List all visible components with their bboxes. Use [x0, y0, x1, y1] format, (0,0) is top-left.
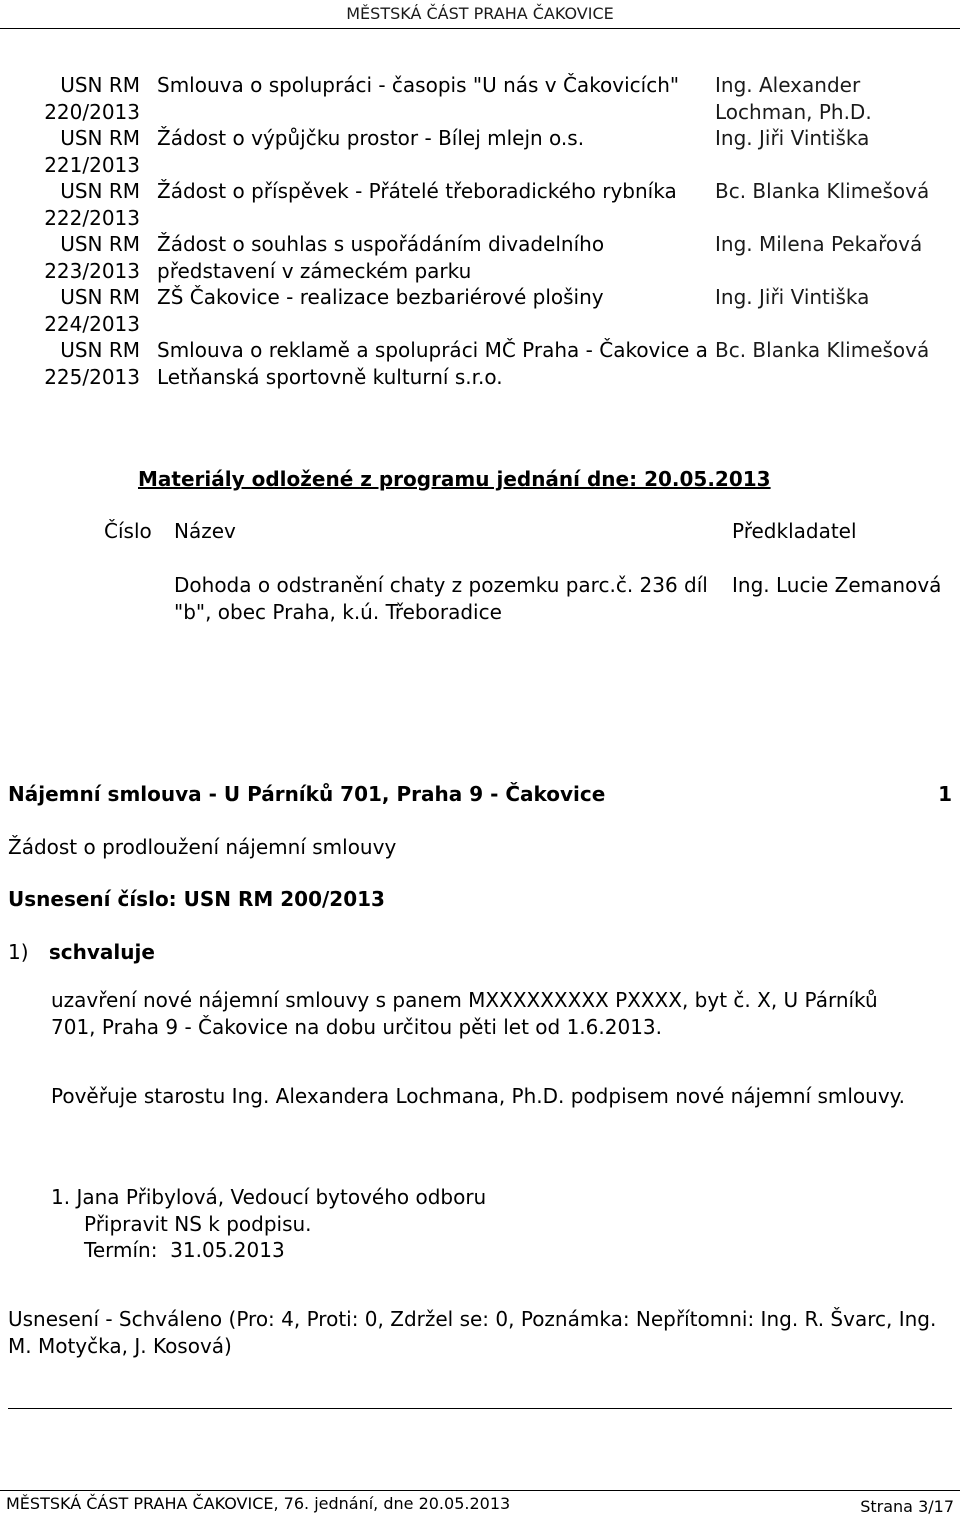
resolution-title: Smlouva o spolupráci - časopis "U nás v Čakovicích"	[157, 73, 680, 97]
deferred-item-presenter: Ing. Lucie Zemanová	[732, 573, 942, 597]
approve-index: 1)	[8, 940, 29, 964]
table-row	[0, 125, 960, 178]
resolution-title: Žádost o výpůjčku prostor - Bílej mlejn o.s.	[157, 126, 585, 150]
resolution-number: USN RM 221/2013	[44, 126, 140, 177]
resolution-number-heading: Usnesení číslo: USN RM 200/2013	[8, 887, 385, 911]
agenda-item-title	[8, 782, 952, 806]
resolution-title: ZŠ Čakovice - realizace bezbariérové plošiny	[157, 285, 604, 309]
column-header-presenter: Předkladatel	[732, 519, 857, 543]
resolutions-table	[0, 72, 960, 390]
deferred-item-title: Dohoda o odstranění chaty z pozemku parc.č. 236 díl "b", obec Praha, k.ú. Třeboradice	[174, 573, 708, 624]
table-row	[0, 178, 960, 231]
page-header	[0, 0, 960, 29]
page-footer	[0, 1490, 960, 1520]
resolution-number: USN RM 220/2013	[44, 73, 140, 124]
resolution-presenter: Bc. Blanka Klimešová	[715, 338, 930, 362]
task-deadline: Termín: 31.05.2013	[84, 1238, 285, 1262]
resolution-number: USN RM 224/2013	[44, 285, 140, 336]
task-assignee: 1. Jana Přibylová, Vedoucí bytového odboru	[51, 1185, 487, 1209]
resolution-title: Žádost o souhlas s uspořádáním divadelního představení v zámeckém parku	[157, 232, 605, 283]
footer-page-number: Strana 3/17	[860, 1497, 954, 1516]
task-description: Připravit NS k podpisu.	[84, 1211, 312, 1236]
table-row	[0, 72, 960, 125]
separator-line	[8, 1408, 952, 1409]
header-title: MĚSTSKÁ ČÁST PRAHA ČAKOVICE	[346, 4, 614, 23]
resolution-number: USN RM 223/2013	[44, 232, 140, 283]
resolution-presenter: Ing. Jiři Vintiška	[715, 126, 870, 150]
agenda-title-text: Nájemní smlouva - U Párníků 701, Praha 9 - Čakovice	[8, 782, 606, 806]
resolution-number: USN RM 222/2013	[44, 179, 140, 230]
resolution-number: USN RM 225/2013	[44, 338, 140, 389]
table-row	[0, 231, 960, 284]
table-row	[0, 337, 960, 390]
resolution-presenter: Ing. Jiři Vintiška	[715, 285, 870, 309]
approve-line	[8, 940, 155, 964]
footer-left: MĚSTSKÁ ČÁST PRAHA ČAKOVICE, 76. jednání, dne 20.05.2013	[6, 1494, 511, 1513]
vote-result: Usnesení - Schváleno (Pro: 4, Proti: 0, Zdržel se: 0, Poznámka: Nepřítomni: Ing. R. Švarc, Ing. M. Motyčka, J. Kosová)	[8, 1307, 937, 1358]
deferred-heading: Materiály odložené z programu jednání dne: 20.05.2013	[138, 467, 771, 491]
resolution-presenter: Bc. Blanka Klimešová	[715, 179, 930, 203]
agenda-subtitle: Žádost o prodloužení nájemní smlouvy	[8, 835, 397, 859]
agenda-item-number: 1	[938, 782, 952, 806]
task-list	[51, 1184, 486, 1264]
approve-verb: schvaluje	[48, 940, 155, 964]
approve-text: uzavření nové nájemní smlouvy s panem MXXXXXXXXX PXXXX, byt č. X, U Párníků 701, Praha 9 - Čakovice na dobu určitou pěti let od 1.6.2013.	[51, 988, 878, 1039]
column-header-number: Číslo	[104, 519, 152, 543]
mandate-text: Pověřuje starostu Ing. Alexandera Lochmana, Ph.D. podpisem nové nájemní smlouvy.	[51, 1084, 906, 1108]
column-header-title: Název	[174, 519, 236, 543]
resolution-presenter: Ing. Milena Pekařová	[715, 232, 923, 256]
resolution-presenter: Ing. Alexander Lochman, Ph.D.	[715, 73, 872, 124]
resolution-title: Smlouva o reklamě a spolupráci MČ Praha - Čakovice a Letňanská sportovně kulturní s.r.o.	[157, 338, 708, 389]
resolution-title: Žádost o příspěvek - Přátelé třeboradického rybníka	[157, 179, 677, 203]
table-row	[0, 284, 960, 337]
